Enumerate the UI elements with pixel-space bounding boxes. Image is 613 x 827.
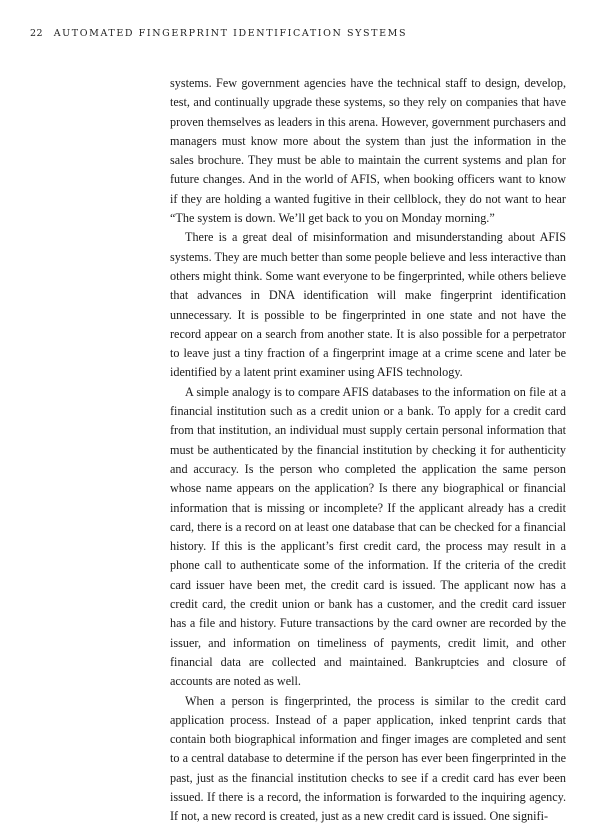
paragraph-1: systems. Few government agencies have the technical staff to design, develop, test, and continually upgrade these systems, so they rely on companies that have proven themselves as leaders in this arena. However, government purchasers and managers must know more about the system than just the information in the sales brochure. They must be able to maintain the current systems and plan for future changes. And in the world of AFIS, when booking officers want to know if they are holding a wanted fugitive in their cellblock, they do not want to hear “The system is down. We’ll get back to you on Monday morning.” — [170, 76, 566, 226]
body-text — [170, 74, 566, 827]
paragraph-3: A simple analogy is to compare AFIS databases to the information on file at a financial institution such as a credit union or a bank. To apply for a credit card from that institution, an individual must supply certain personal information that must be authenticated by the financial institution by checking it for authenticity and accuracy. Is the person who completed the application the same person whose name appears on the application? Is there any biographical or financial information that is missing or incomplete? If the applicant already has a credit card, there is a record on at least one database that can be checked for a financial history. If this is the applicant’s first credit card, the process may result in a phone call to authenticate some of the information. If the criteria of the credit card issuer have been met, the credit card is issued. The applicant now has a credit card, the credit union or bank has a customer, and the credit card issuer has a file and history. Future transactions by the card owner are recorded by the issuer, and information on timeliness of payments, credit limit, and other financial data are collected and maintained. Bankruptcies and closure of accounts are noted as well. — [170, 384, 566, 689]
page-number: 22 — [30, 28, 44, 39]
paragraph-2: There is a great deal of misinformation and misunderstanding about AFIS systems. They are much better than some people believe and less interactive than others might think. Some want everyone to be fingerprinted, while others believe that advances in DNA identification will make fingerprint identification unnecessary. It is possible to be fingerprinted in one state and not have the record appear on a search from another state. It is also possible for a perpetrator to leave just a tiny fraction of a fingerprint image at a crime scene and later be identified by a latent print examiner using AFIS technology. — [170, 230, 566, 380]
paragraph-4: When a person is fingerprinted, the process is similar to the credit card application process. Instead of a paper application, inked tenprint cards that contain both biographical information and finger images are completed and sent to a central database to determine if the person has ever been fingerprinted in the past, just as the financial institution checks to see if a credit card has ever been issued. If there is a record, the information is forwarded to the inquiring agency. If not, a new record is created, just as a new credit card is issued. One signifi- — [170, 693, 566, 824]
running-title: AUTOMATED FINGERPRINT IDENTIFICATION SYSTEMS — [53, 28, 408, 39]
running-header — [30, 28, 407, 39]
